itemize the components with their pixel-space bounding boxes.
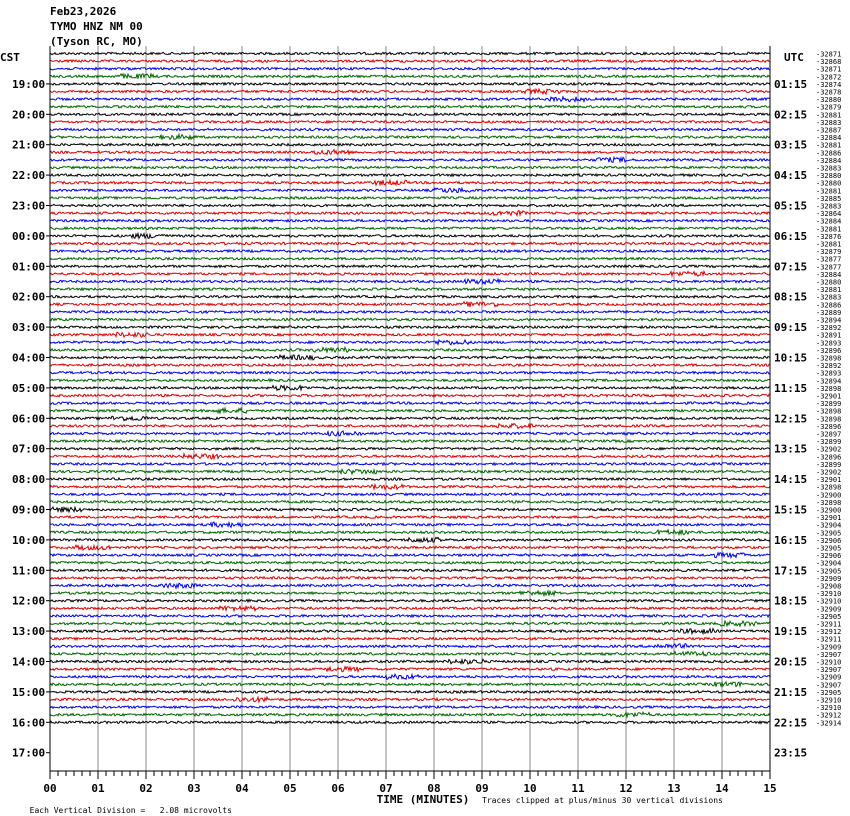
seismic-trace [50,697,770,702]
trace-offset-label: -32880 [816,179,842,188]
seismic-trace [50,440,770,442]
cst-hour-label: 13:00 [12,625,46,639]
seismic-trace [50,372,770,374]
trace-offset-label: -32899 [816,460,842,469]
seismic-trace [50,234,770,239]
utc-hour-label: 03:15 [774,138,808,152]
seismic-trace [50,493,770,495]
seismic-trace [50,302,770,307]
seismic-trace [50,89,770,94]
utc-hour-label: 11:15 [774,381,808,395]
seismic-trace [50,577,770,579]
seismic-trace [50,60,770,62]
seismic-trace [50,659,770,664]
trace-offset-label: -32889 [816,308,842,317]
trace-offset-label: -32912 [816,711,842,720]
seismic-trace [50,394,770,396]
trace-offset-label: -32883 [816,118,842,127]
seismic-trace [50,402,770,404]
cst-hour-label: 16:00 [12,716,46,730]
seismic-trace [50,326,770,328]
utc-hour-label: 14:15 [774,473,808,487]
x-tick-label: 07 [379,782,393,795]
cst-hour-label: 19:00 [12,77,46,91]
x-tick-label: 11 [571,782,585,795]
seismic-trace [50,600,770,602]
trace-offset-label: -32884 [816,134,842,143]
trace-offset-label: -32885 [816,194,842,203]
trace-offset-label: -32887 [816,126,842,135]
cst-hour-label: 08:00 [12,473,46,487]
trace-offset-label: -32896 [816,346,842,355]
utc-hour-label: 13:15 [774,442,808,456]
trace-offset-label: -32905 [816,688,842,697]
x-tick-label: 01 [91,782,105,795]
trace-offset-label: -32911 [816,635,842,644]
trace-offset-label: -32864 [816,210,842,219]
seismic-trace [50,258,770,260]
trace-offset-label: -32906 [816,552,842,561]
trace-offset-label: -32881 [816,225,842,234]
x-tick-label: 15 [763,782,777,795]
seismic-trace [50,431,770,436]
x-tick-label: 09 [475,782,489,795]
trace-offset-label: -32879 [816,103,842,112]
utc-hour-label: 18:15 [774,594,808,608]
seismic-trace [50,311,770,313]
cst-hour-label: 04:00 [12,351,46,365]
trace-offset-label: -32914 [816,719,842,728]
seismic-trace [50,629,770,634]
trace-offset-label: -32910 [816,658,842,667]
trace-offset-label: -32901 [816,392,842,401]
trace-offset-label: -32906 [816,536,842,545]
x-tick-label: 08 [427,782,441,795]
trace-offset-label: -32876 [816,232,842,241]
seismic-trace [50,712,770,717]
cst-hour-label: 23:00 [12,199,46,213]
trace-offset-label: -32900 [816,506,842,515]
utc-axis-label: UTC [784,51,804,64]
trace-offset-label: -32907 [816,650,842,659]
cst-axis-label: CST [0,51,20,64]
vertical-division-value: 2.08 microvolts [159,806,232,815]
seismic-trace [50,97,770,102]
seismic-trace [50,682,770,687]
seismic-trace [50,416,770,420]
trace-offset-label: -32872 [816,73,842,82]
trace-offset-label: -32905 [816,544,842,553]
trace-offset-label: -32892 [816,324,842,333]
trace-offset-label: -32879 [816,248,842,257]
x-tick-label: 03 [187,782,201,795]
trace-offset-label: -32897 [816,430,842,439]
clip-note: Traces clipped at plus/minus 30 vertical divisions [482,796,723,805]
utc-hour-label: 23:15 [774,746,808,760]
trace-offset-label: -32900 [816,491,842,500]
trace-offset-label: -32905 [816,612,842,621]
seismic-trace [50,174,770,176]
seismic-trace [50,408,770,413]
x-tick-label: 13 [667,782,681,795]
seismic-trace [50,615,770,617]
seismic-trace [50,355,770,360]
seismic-trace [50,106,770,108]
seismic-trace [50,52,770,54]
seismic-trace [50,583,770,588]
seismic-trace [50,516,770,518]
plot-date: Feb23,2026 [50,5,117,18]
trace-offset-label: -32905 [816,567,842,576]
seismic-trace [50,545,770,550]
trace-offset-label: -32912 [816,628,842,637]
trace-offset-label: -32880 [816,172,842,181]
cst-hour-label: 01:00 [12,260,46,274]
utc-hour-label: 05:15 [774,199,808,213]
utc-hour-label: 20:15 [774,655,808,669]
vertical-division-label: Each Vertical Division = [29,806,146,815]
trace-offset-label: -32898 [816,498,842,507]
trace-offset-label: -32883 [816,164,842,173]
cst-hour-label: 15:00 [12,685,46,699]
trace-offset-label: -32904 [816,521,842,530]
trace-offset-label: -32881 [816,240,842,249]
trace-offset-label: -32877 [816,263,842,272]
trace-offset-label: -32909 [816,574,842,583]
seismic-trace [50,606,770,611]
trace-offset-label: -32910 [816,597,842,606]
x-tick-label: 05 [283,782,297,795]
seismic-trace [50,340,770,345]
seismic-trace [50,522,770,527]
cst-hour-label: 00:00 [12,229,46,243]
seismic-trace [50,667,770,672]
seismic-trace [50,220,770,222]
cst-hour-label: 10:00 [12,533,46,547]
trace-offset-label: -32901 [816,476,842,485]
trace-offset-label: -32894 [816,377,842,386]
trace-offset-label: -32898 [816,483,842,492]
seismic-trace [50,318,770,320]
seismic-trace [50,296,770,298]
trace-offset-label: -32894 [816,316,842,325]
trace-offset-label: -32902 [816,445,842,454]
seismic-trace [50,83,770,85]
trace-offset-label: -32881 [816,141,842,150]
trace-offset-label: -32891 [816,331,842,340]
trace-offset-label: -32871 [816,50,842,59]
seismic-trace [50,469,770,474]
trace-offset-label: -32898 [816,407,842,416]
seismic-trace [50,128,770,130]
x-tick-label: 00 [43,782,57,795]
x-tick-label: 02 [139,782,153,795]
trace-offset-label: -32910 [816,590,842,599]
utc-hour-label: 19:15 [774,625,808,639]
trace-offset-label: -32881 [816,111,842,120]
trace-offset-label: -32871 [816,65,842,74]
cst-hour-label: 17:00 [12,746,46,760]
x-tick-label: 04 [235,782,249,795]
cst-hour-label: 20:00 [12,108,46,122]
seismic-trace [50,265,770,267]
trace-offset-label: -32896 [816,453,842,462]
seismic-trace [50,347,770,352]
utc-hour-label: 10:15 [774,351,808,365]
seismic-trace [50,569,770,571]
seismic-trace [50,188,770,193]
seismic-trace [50,121,770,123]
seismic-trace [50,144,770,146]
cst-hour-label: 07:00 [12,442,46,456]
seismic-trace [50,644,770,648]
seismic-trace [50,674,770,679]
utc-hour-label: 22:15 [774,716,808,730]
seismic-trace [50,591,770,596]
trace-offset-label: -32884 [816,156,842,165]
utc-hour-label: 15:15 [774,503,808,517]
seismic-trace [50,227,770,229]
seismic-trace [50,74,770,79]
trace-offset-label: -32910 [816,696,842,705]
seismic-trace [50,150,770,155]
trace-offset-label: -32886 [816,301,842,310]
utc-hour-label: 07:15 [774,260,808,274]
seismic-trace [50,562,770,564]
seismic-trace [50,271,770,276]
cst-hour-label: 22:00 [12,169,46,183]
trace-offset-label: -32880 [816,96,842,105]
cst-hour-label: 05:00 [12,381,46,395]
seismic-trace [50,113,770,115]
seismic-trace [50,553,770,558]
seismic-trace [50,279,770,284]
seismic-trace [50,501,770,503]
seismic-trace [50,332,770,337]
trace-offset-label: -32899 [816,400,842,409]
trace-offset-label: -32898 [816,415,842,424]
seismic-trace [50,706,770,708]
trace-offset-label: -32907 [816,666,842,675]
trace-offset-label: -32907 [816,681,842,690]
utc-hour-label: 17:15 [774,564,808,578]
trace-offset-label: -32868 [816,58,842,67]
utc-hour-label: 21:15 [774,685,808,699]
trace-offset-label: -32893 [816,339,842,348]
seismic-trace [50,478,770,480]
seismic-trace [50,530,770,535]
trace-offset-label: -32874 [816,80,842,89]
utc-hour-label: 09:15 [774,321,808,335]
vertical-division-note [20,796,232,816]
cst-hour-label: 03:00 [12,321,46,335]
cst-hour-label: 11:00 [12,564,46,578]
seismic-trace [50,424,770,429]
utc-hour-label: 06:15 [774,229,808,243]
seismic-trace [50,180,770,185]
trace-offset-label: -32899 [816,438,842,447]
trace-offset-label: -32878 [816,88,842,97]
trace-offset-label: -32902 [816,468,842,477]
seismic-trace [50,721,770,723]
seismic-trace [50,485,770,490]
utc-hour-label: 02:15 [774,108,808,122]
trace-offset-label: -32911 [816,620,842,629]
seismic-trace [50,204,770,206]
seismic-trace [50,166,770,168]
x-tick-label: 06 [331,782,345,795]
seismic-trace [50,288,770,290]
seismic-trace [50,364,770,366]
utc-hour-label: 08:15 [774,290,808,304]
seismic-trace [50,386,770,391]
seismic-trace [50,638,770,640]
x-axis-title: TIME (MINUTES) [376,793,470,806]
trace-offset-label: -32898 [816,354,842,363]
station-code: TYMO HNZ NM 00 [50,20,143,33]
x-tick-label: 12 [619,782,633,795]
trace-offset-label: -32898 [816,384,842,393]
cst-hour-label: 14:00 [12,655,46,669]
seismic-trace [50,537,770,542]
cst-hour-label: 09:00 [12,503,46,517]
seismic-trace [50,448,770,450]
seismic-trace [50,197,770,199]
seismic-trace [50,463,770,465]
seismic-trace [50,211,770,216]
trace-offset-label: -32884 [816,217,842,226]
seismic-trace [50,68,770,70]
trace-offset-label: -32881 [816,286,842,295]
trace-offset-label: -32909 [816,605,842,614]
trace-offset-label: -32893 [816,369,842,378]
cst-hour-label: 06:00 [12,412,46,426]
seismic-trace [50,250,770,252]
x-tick-label: 14 [715,782,729,795]
trace-offset-label: -32883 [816,202,842,211]
trace-offset-label: -32901 [816,514,842,523]
utc-hour-label: 01:15 [774,77,808,91]
trace-offset-label: -32881 [816,187,842,196]
seismic-trace [50,651,770,656]
trace-offset-label: -32892 [816,362,842,371]
utc-hour-label: 16:15 [774,533,808,547]
trace-offset-label: -32896 [816,422,842,431]
trace-offset-label: -32886 [816,149,842,158]
trace-offset-label: -32905 [816,529,842,538]
station-location: (Tyson RC, MO) [50,35,143,48]
trace-offset-label: -32884 [816,270,842,279]
cst-hour-label: 21:00 [12,138,46,152]
seismic-trace [50,454,770,459]
seismic-trace [50,242,770,244]
trace-offset-label: -32909 [816,643,842,652]
cst-hour-label: 02:00 [12,290,46,304]
trace-offset-label: -32904 [816,559,842,568]
utc-hour-label: 04:15 [774,169,808,183]
trace-offset-label: -32880 [816,278,842,287]
seismic-trace [50,157,770,162]
trace-offset-label: -32910 [816,704,842,713]
trace-offset-label: -32909 [816,673,842,682]
x-tick-label: 10 [523,782,537,795]
trace-offset-label: -32908 [816,582,842,591]
cst-hour-label: 12:00 [12,594,46,608]
utc-hour-label: 12:15 [774,412,808,426]
trace-offset-label: -32877 [816,255,842,264]
seismic-trace [50,691,770,693]
seismic-trace [50,507,770,512]
seismic-trace [50,621,770,626]
trace-offset-label: -32883 [816,293,842,302]
seismic-trace [50,379,770,381]
seismic-trace [50,135,770,140]
